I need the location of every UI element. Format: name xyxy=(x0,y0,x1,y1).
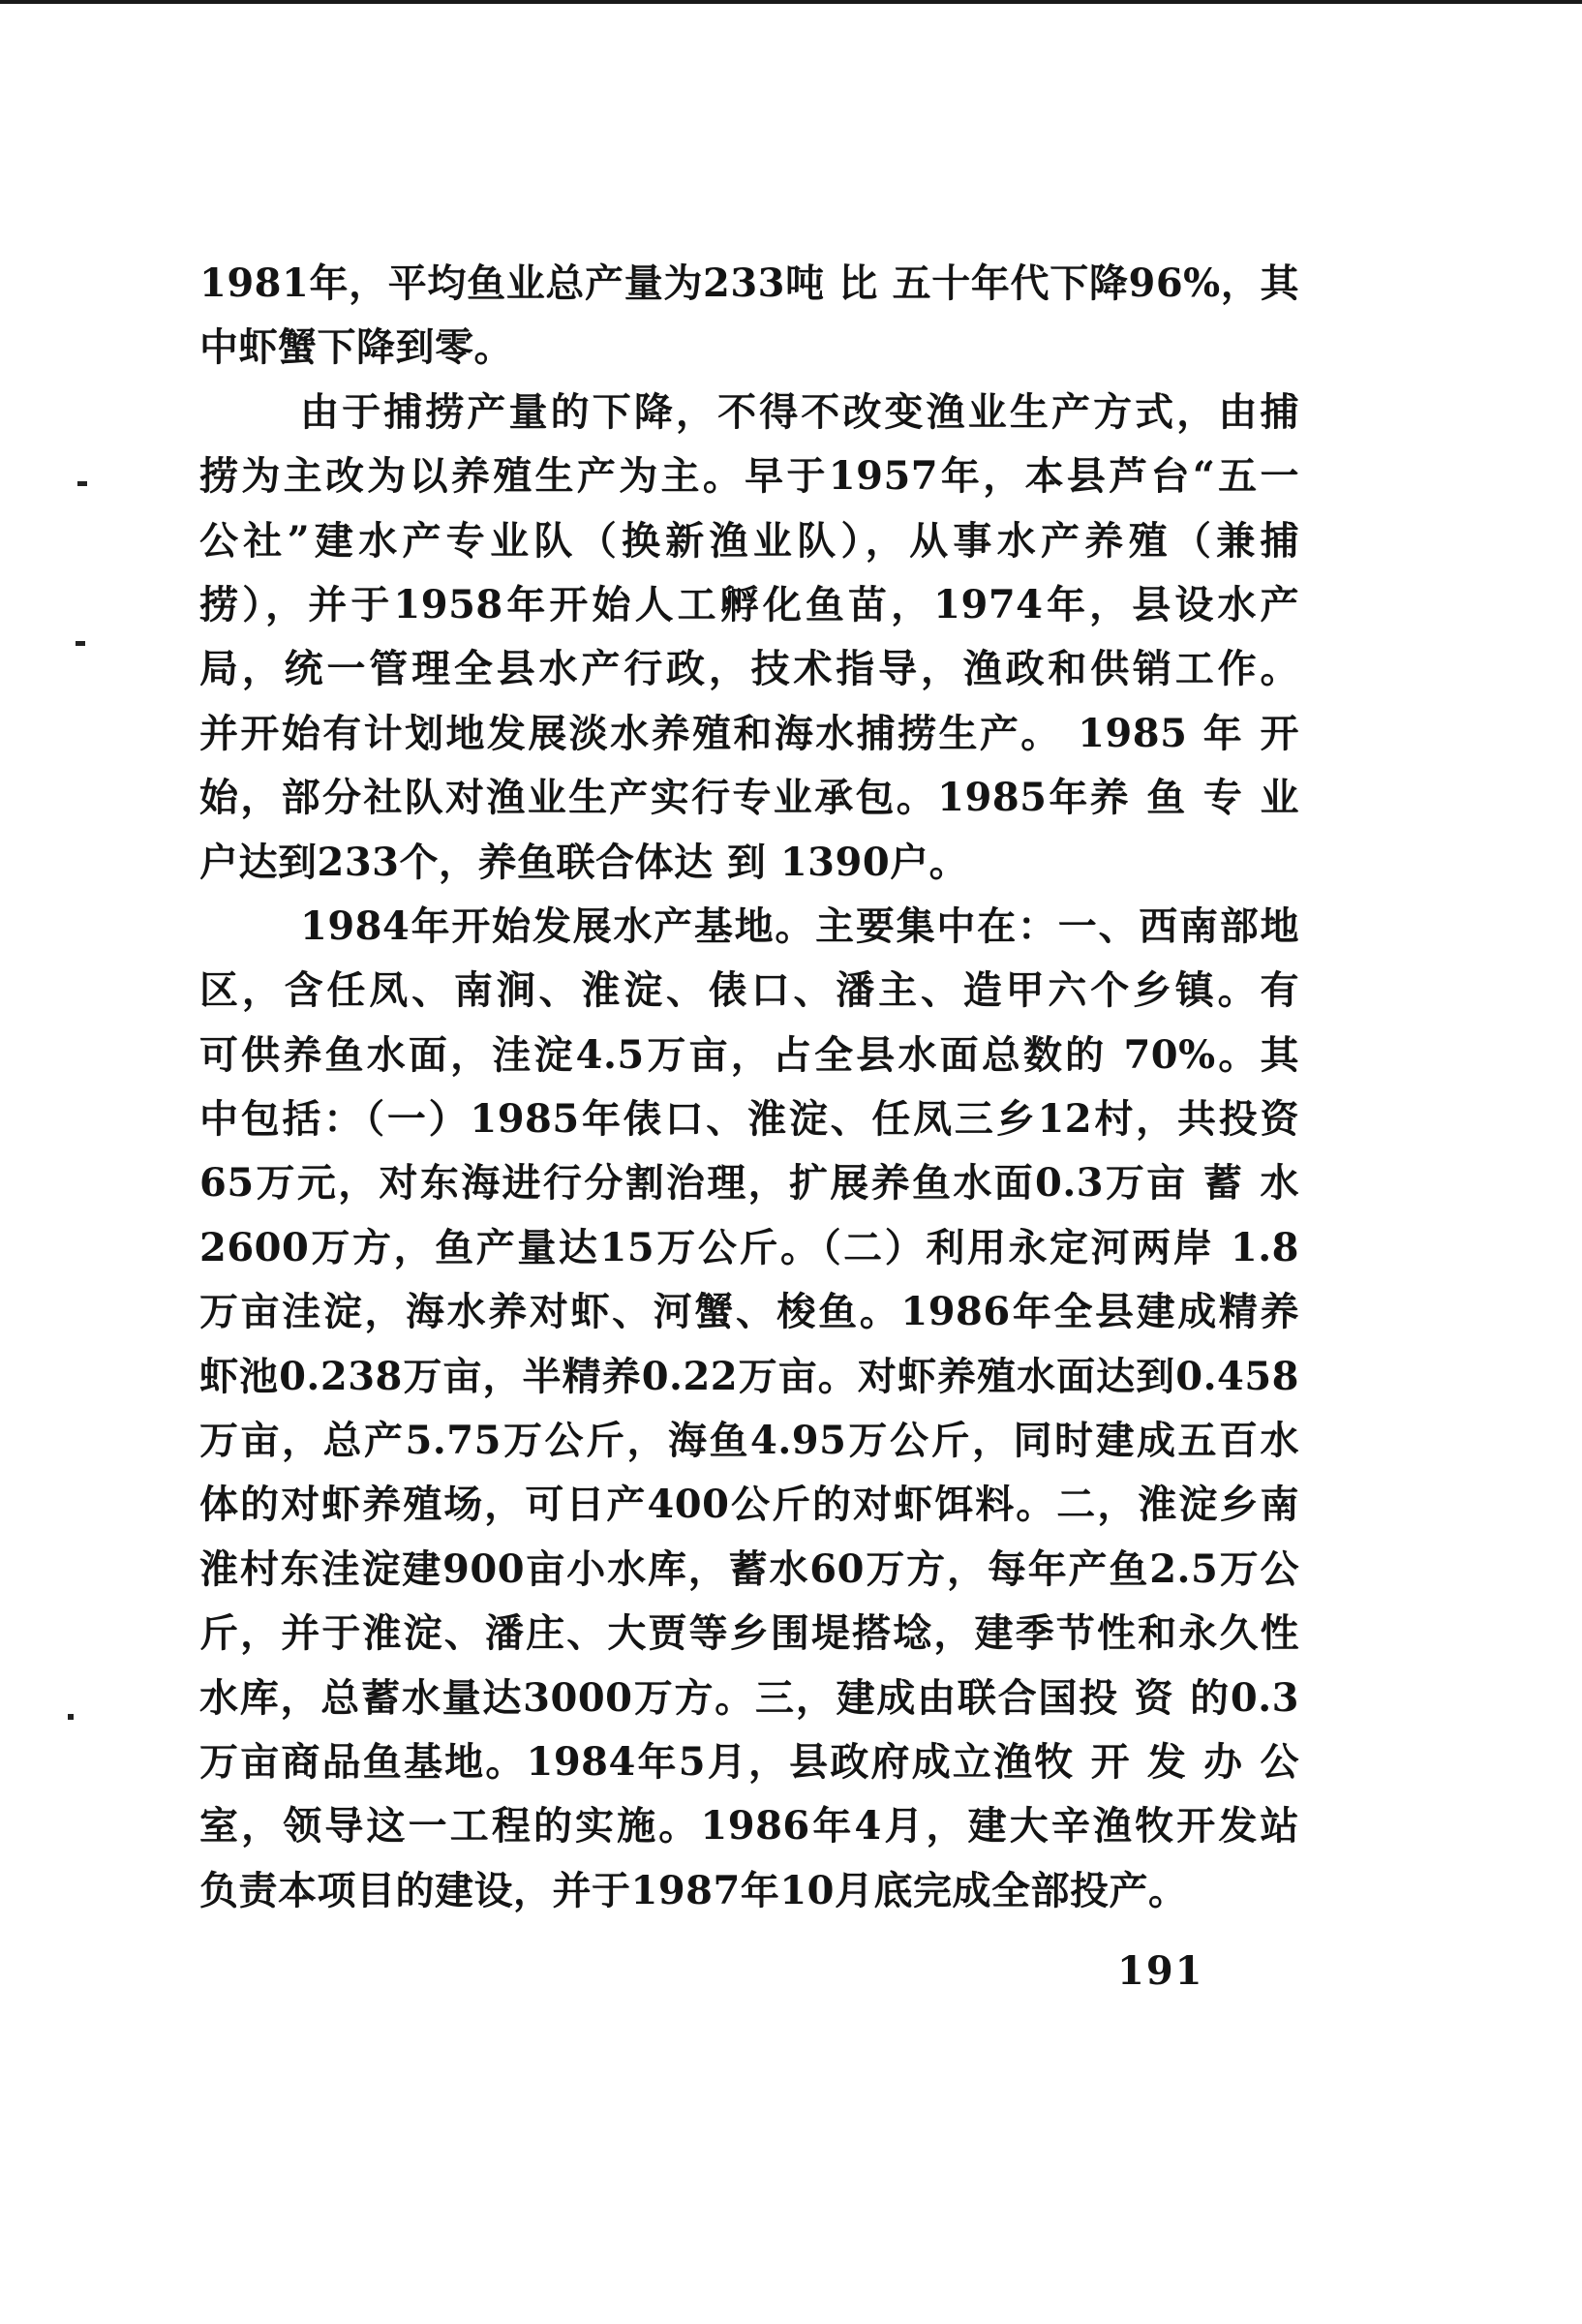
text-line: 室，领导这一工程的实施。1986年4月，建大辛渔牧开发站 xyxy=(199,1803,1299,1850)
body-text xyxy=(199,252,1299,1923)
text-line: 万亩洼淀，海水养对虾、河蟹、梭鱼。1986年全县建成精养 xyxy=(199,1289,1299,1335)
text-line: 1981年，平均鱼业总产量为233吨 比 五十年代下降96%，其 xyxy=(199,260,1299,306)
text-line: 局，统一管理全县水产行政，技术指导，渔政和供销工作。 xyxy=(199,646,1299,692)
text-line: 中虾蟹下降到零。 xyxy=(199,324,513,371)
margin-speck xyxy=(76,641,85,646)
text-line: 1984年开始发展水产基地。主要集中在：一、西南部地 xyxy=(300,902,1299,949)
text-line: 体的对虾养殖场，可日产400公斤的对虾饵料。二，淮淀乡南 xyxy=(199,1482,1299,1528)
text-line: 中包括：（一）1985年俵口、淮淀、任凤三乡12村，共投资 xyxy=(199,1096,1299,1143)
page-number: 191 xyxy=(1117,1948,1204,1994)
text-line: 水库，总蓄水量达3000万方。三，建成由联合国投 资 的0.3 xyxy=(199,1674,1299,1721)
text-line: 捞为主改为以养殖生产为主。早于1957年，本县芦台“五一 xyxy=(199,453,1299,500)
text-line: 虾池0.238万亩，半精养0.22万亩。对虾养殖水面达到0.458 xyxy=(199,1353,1299,1399)
text-line: 2600万方，鱼产量达15万公斤。（二）利用永定河两岸 1.8 xyxy=(199,1224,1299,1270)
text-line: 公社”建水产专业队（换新渔业队），从事水产养殖（兼捕 xyxy=(199,517,1299,564)
top-border-rule xyxy=(0,0,1582,4)
text-line: 区，含任凤、南涧、淮淀、俵口、潘主、造甲六个乡镇。有 xyxy=(199,967,1299,1014)
text-line: 淮村东洼淀建900亩小水库，蓄水60万方，每年产鱼2.5万公 xyxy=(199,1545,1299,1592)
text-line: 捞），并于1958年开始人工孵化鱼苗，1974年，县设水产 xyxy=(199,581,1299,627)
text-line: 万亩，总产5.75万公斤，海鱼4.95万公斤，同时建成五百水 xyxy=(199,1418,1299,1464)
margin-speck xyxy=(77,481,87,486)
text-line: 65万元，对东海进行分割治理，扩展养鱼水面0.3万亩 蓄 水 xyxy=(199,1160,1299,1207)
text-line: 万亩商品鱼基地。1984年5月，县政府成立渔牧 开 发 办 公 xyxy=(199,1738,1299,1785)
text-line: 户达到233个，养鱼联合体达 到 1390户。 xyxy=(199,839,969,885)
text-line: 由于捕捞产量的下降，不得不改变渔业生产方式，由捕 xyxy=(300,388,1299,435)
text-line: 负责本项目的建设，并于1987年10月底完成全部投产。 xyxy=(199,1867,1188,1913)
text-line: 并开始有计划地发展淡水养殖和海水捕捞生产。 1985 年 开 xyxy=(199,710,1299,756)
margin-speck xyxy=(68,1714,74,1720)
text-line: 斤，并于淮淀、潘庄、大贾等乡围堤搭埝，建季节性和永久性 xyxy=(199,1610,1299,1657)
text-line: 始，部分社队对渔业生产实行专业承包。1985年养 鱼 专 业 xyxy=(199,775,1299,821)
text-line: 可供养鱼水面，洼淀4.5万亩，占全县水面总数的 70%。其 xyxy=(199,1031,1299,1078)
